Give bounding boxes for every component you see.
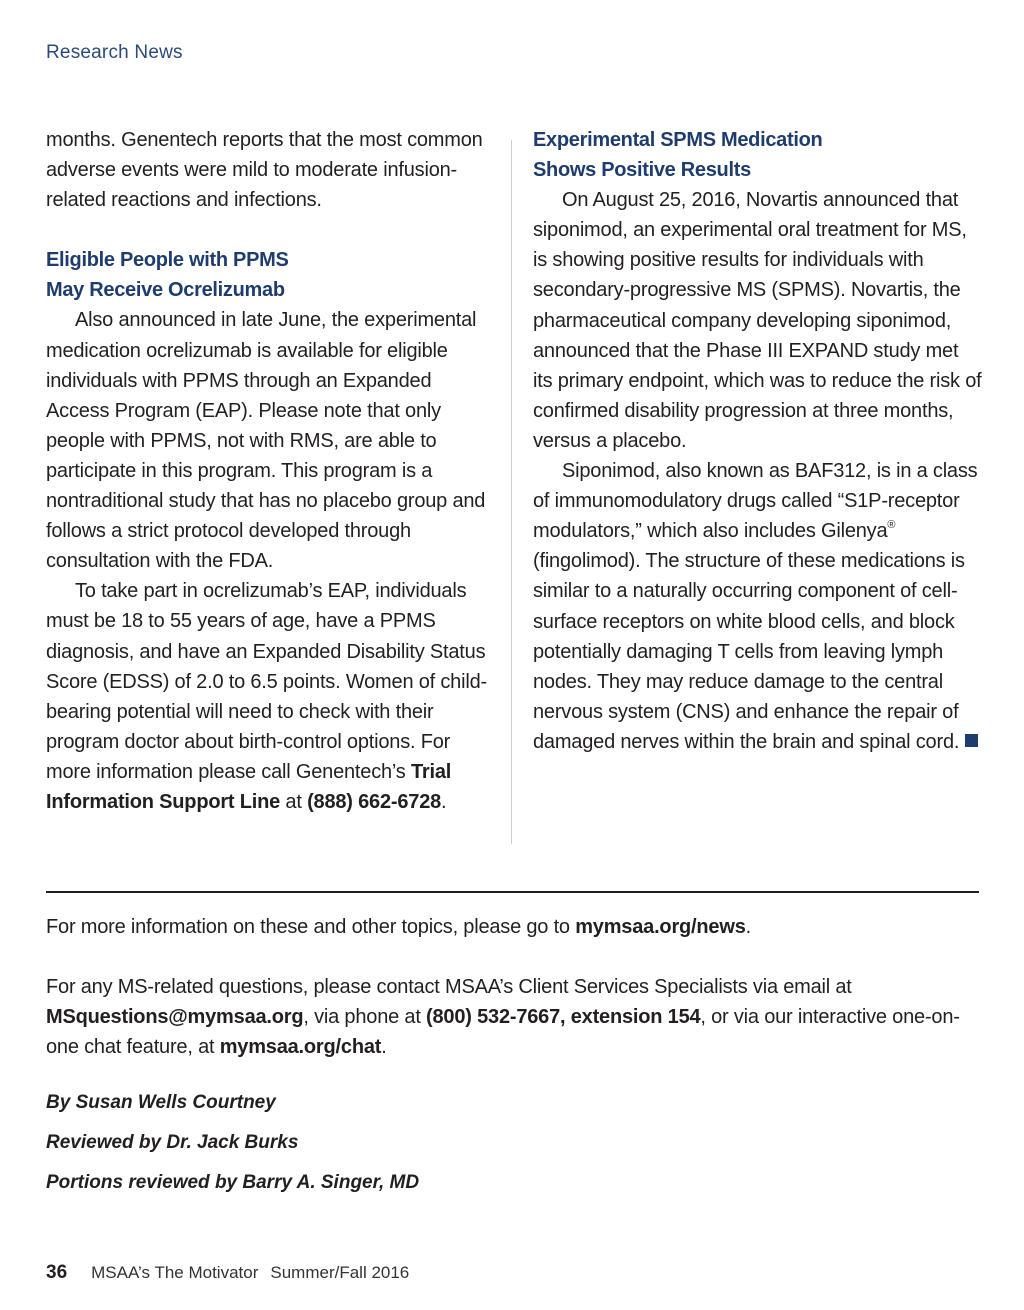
info-news-text: For more information on these and other topics, please go to <box>46 916 576 938</box>
info-news-end: . <box>745 916 751 938</box>
novartis-paragraph: On August 25, 2016, Novartis announced that siponimod, an experimental oral treatment for MS, is showing positive results for individuals with secondary-progressive MS (SPMS). Novartis, the pharmaceutical company developing siponimod, announced that the Phase III EXPAND study met its primary endpoint, which was to reduce the risk of confirmed disability progression at three months, versus a placebo. <box>533 189 982 452</box>
registered-mark: ® <box>887 519 896 532</box>
ppms-heading-line1: Eligible People with PPMS <box>46 249 289 272</box>
siponimod-text-start: Siponimod, also known as BAF312, is in a class of immunomodulatory drugs called “S1P-receptor modulators,” which also includes Gilenya <box>533 460 978 543</box>
author-credit: By Susan Wells Courtney <box>46 1092 276 1113</box>
news-link[interactable]: mymsaa.org/news <box>575 916 746 938</box>
ppms-heading-line2: May Receive Ocrelizumab <box>46 279 285 302</box>
intro-paragraph: months. Genentech reports that the most common adverse events were mild to moderate infusion-related reactions and infections. <box>46 129 483 212</box>
trial-support-line: Trial Information Support Line <box>46 760 452 813</box>
support-phone: (888) 662-6728 <box>307 790 442 813</box>
left-column <box>46 125 498 817</box>
spms-heading-line2: Shows Positive Results <box>533 159 751 182</box>
eligibility-paragraph <box>46 576 498 817</box>
info-contact-end: . <box>381 1036 387 1059</box>
article-end-mark-icon <box>965 734 978 747</box>
eligibility-text: To take part in ocrelizumab’s EAP, individuals must be 18 to 55 years of age, have a PPMS diagnosis, and have an Expanded Disability Status Score (EDSS) of 2.0 to 6.5 points. Women of child-bearing potential will need to check with their program doctor about birth-control options. For more information please call Genentech’s <box>46 580 487 783</box>
issue-date: Summer/Fall 2016 <box>270 1263 410 1282</box>
right-column <box>533 125 983 757</box>
section-label: Research News <box>46 42 183 63</box>
page-number: 36 <box>46 1262 68 1283</box>
eligibility-end: . <box>441 790 447 813</box>
info-contact <box>46 972 981 1062</box>
section-divider <box>46 891 979 893</box>
eap-paragraph: Also announced in late June, the experimental medication ocrelizumab is available for eligible individuals with PPMS through an Expanded Access Program (EAP). Please note that only people with PPMS, not with RMS, are able to participate in this program. This program is a nontraditional study that has no placebo group and follows a strict protocol developed through consultation with the FDA. <box>46 309 486 573</box>
column-divider <box>511 140 512 844</box>
page-footer <box>46 1262 409 1284</box>
portions-credit: Portions reviewed by Barry A. Singer, MD <box>46 1172 420 1193</box>
email-link[interactable]: MSquestions@mymsaa.org <box>46 1006 304 1029</box>
spms-heading-line1: Experimental SPMS Medication <box>533 129 823 151</box>
reviewer-credit: Reviewed by Dr. Jack Burks <box>46 1132 299 1153</box>
info-news <box>46 912 981 942</box>
info-contact-mid: , via phone at <box>303 1006 427 1029</box>
chat-link[interactable]: mymsaa.org/chat <box>219 1036 382 1059</box>
info-contact-text: For any MS-related questions, please contact MSAA’s Client Services Specialists via email at <box>46 976 852 998</box>
publication-name: MSAA’s The Motivator <box>91 1263 259 1282</box>
siponimod-text-end: (fingolimod). The structure of these medications is similar to a naturally occurring component of cell-surface receptors on white blood cells, and block potentially damaging T cells from leaving lymph nodes. They may reduce damage to the central nervous system (CNS) and enhance the repair of damaged nerves within the brain and spinal cord. <box>533 550 965 753</box>
eligibility-mid: at <box>280 790 308 813</box>
info-contact-mid2: , or via our interactive one-on-one chat feature, at <box>46 1006 960 1059</box>
phone-number: (800) 532-7667, extension 154 <box>426 1006 701 1029</box>
credits <box>46 1089 419 1209</box>
siponimod-paragraph <box>533 456 983 757</box>
